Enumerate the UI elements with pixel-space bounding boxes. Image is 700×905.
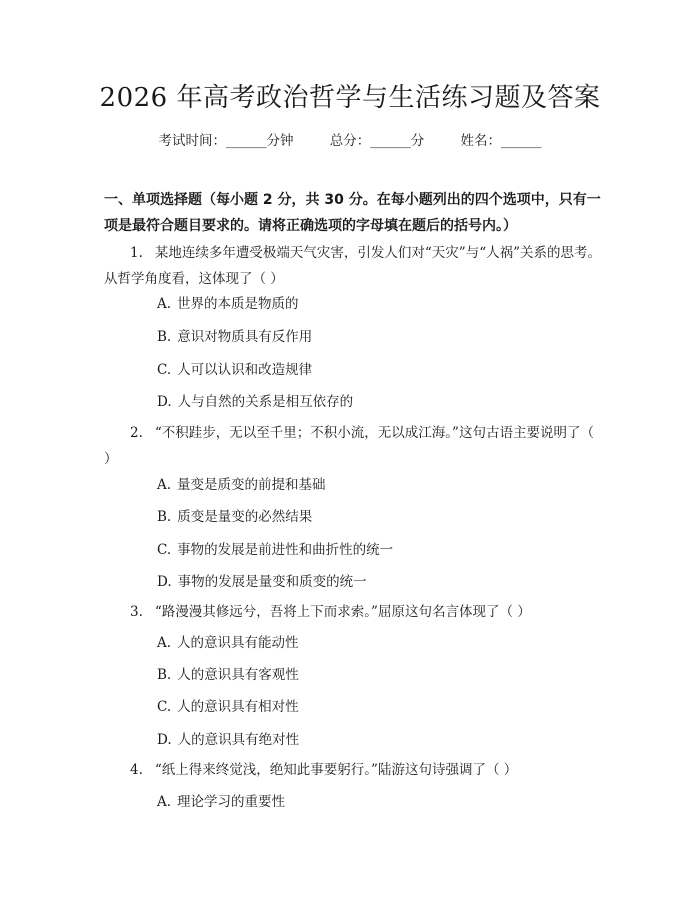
exam-time-field: 考试时间：______分钟 [158, 133, 294, 149]
question-stem [104, 420, 604, 472]
question-text: “不积跬步，无以至千里；不积小流，无以成江海。”这句古语主要说明了（ ） [104, 425, 594, 467]
option-text: 事物的发展是量变和质变的统一 [177, 574, 367, 590]
question-text: 某地连续多年遭受极端天气灾害，引发人们对“天灾”与“人祸”关系的思考。从哲学角度看，这体现了（ ） [104, 245, 601, 287]
option-1b [157, 327, 312, 347]
option-text: 人与自然的关系是相互依存的 [177, 394, 354, 410]
question-text: “纸上得来终觉浅，绝知此事要躬行。”陆游这句诗强调了（ ） [154, 762, 518, 778]
name-field: 姓名：______ [460, 133, 542, 149]
exam-meta [0, 131, 700, 151]
option-text: 人的意识具有相对性 [177, 699, 299, 715]
question-text: “路漫漫其修远兮，吾将上下而求索。”屈原这句名言体现了（ ） [154, 604, 531, 620]
question-2 [104, 420, 604, 472]
option-text: 意识对物质具有反作用 [177, 329, 313, 345]
option-letter: C. [157, 362, 172, 378]
option-3c [157, 697, 299, 717]
question-number: 1. [130, 245, 143, 261]
option-letter: A. [157, 635, 172, 651]
option-2a [157, 475, 326, 495]
page-title: 2026 年高考政治哲学与生活练习题及答案 [99, 83, 601, 113]
option-text: 量变是质变的前提和基础 [177, 477, 326, 493]
option-letter: D. [157, 732, 172, 748]
option-2b [157, 507, 312, 527]
question-3 [104, 599, 604, 625]
question-1 [104, 240, 604, 292]
option-text: 事物的发展是前进性和曲折性的统一 [177, 542, 394, 558]
section-heading: 一、单项选择题（每小题 2 分，共 30 分。在每小题列出的四个选项中，只有一项是最符合题目要求的。请将正确选项的字母填在题后的括号内。） [104, 192, 601, 234]
option-text: 人的意识具有客观性 [177, 667, 299, 683]
option-letter: C. [157, 542, 172, 558]
option-letter: B. [157, 509, 172, 525]
option-2d [157, 572, 367, 592]
option-letter: D. [157, 574, 172, 590]
option-text: 人的意识具有绝对性 [177, 732, 300, 748]
option-3d [157, 730, 299, 750]
question-stem [104, 240, 604, 292]
total-score-field: 总分：______分 [329, 133, 425, 149]
option-letter: C. [157, 699, 172, 715]
question-stem [104, 599, 604, 625]
option-letter: A. [157, 794, 172, 810]
option-letter: A. [157, 296, 172, 312]
option-1c [157, 360, 312, 380]
option-2c [157, 540, 393, 560]
question-4 [104, 757, 604, 783]
option-text: 人的意识具有能动性 [177, 635, 299, 651]
question-stem [104, 757, 604, 783]
option-letter: B. [157, 667, 172, 683]
option-letter: B. [157, 329, 172, 345]
option-text: 世界的本质是物质的 [177, 296, 299, 312]
option-1a [157, 294, 299, 314]
option-4a [157, 792, 285, 812]
option-3b [157, 665, 299, 685]
question-number: 2. [130, 425, 143, 441]
question-number: 3. [130, 604, 143, 620]
option-1d [157, 392, 353, 412]
option-letter: D. [157, 394, 172, 410]
option-text: 质变是量变的必然结果 [177, 509, 313, 525]
option-text: 人可以认识和改造规律 [177, 362, 313, 378]
option-text: 理论学习的重要性 [177, 794, 286, 810]
option-letter: A. [157, 477, 172, 493]
option-3a [157, 633, 299, 653]
question-number: 4. [130, 762, 143, 778]
